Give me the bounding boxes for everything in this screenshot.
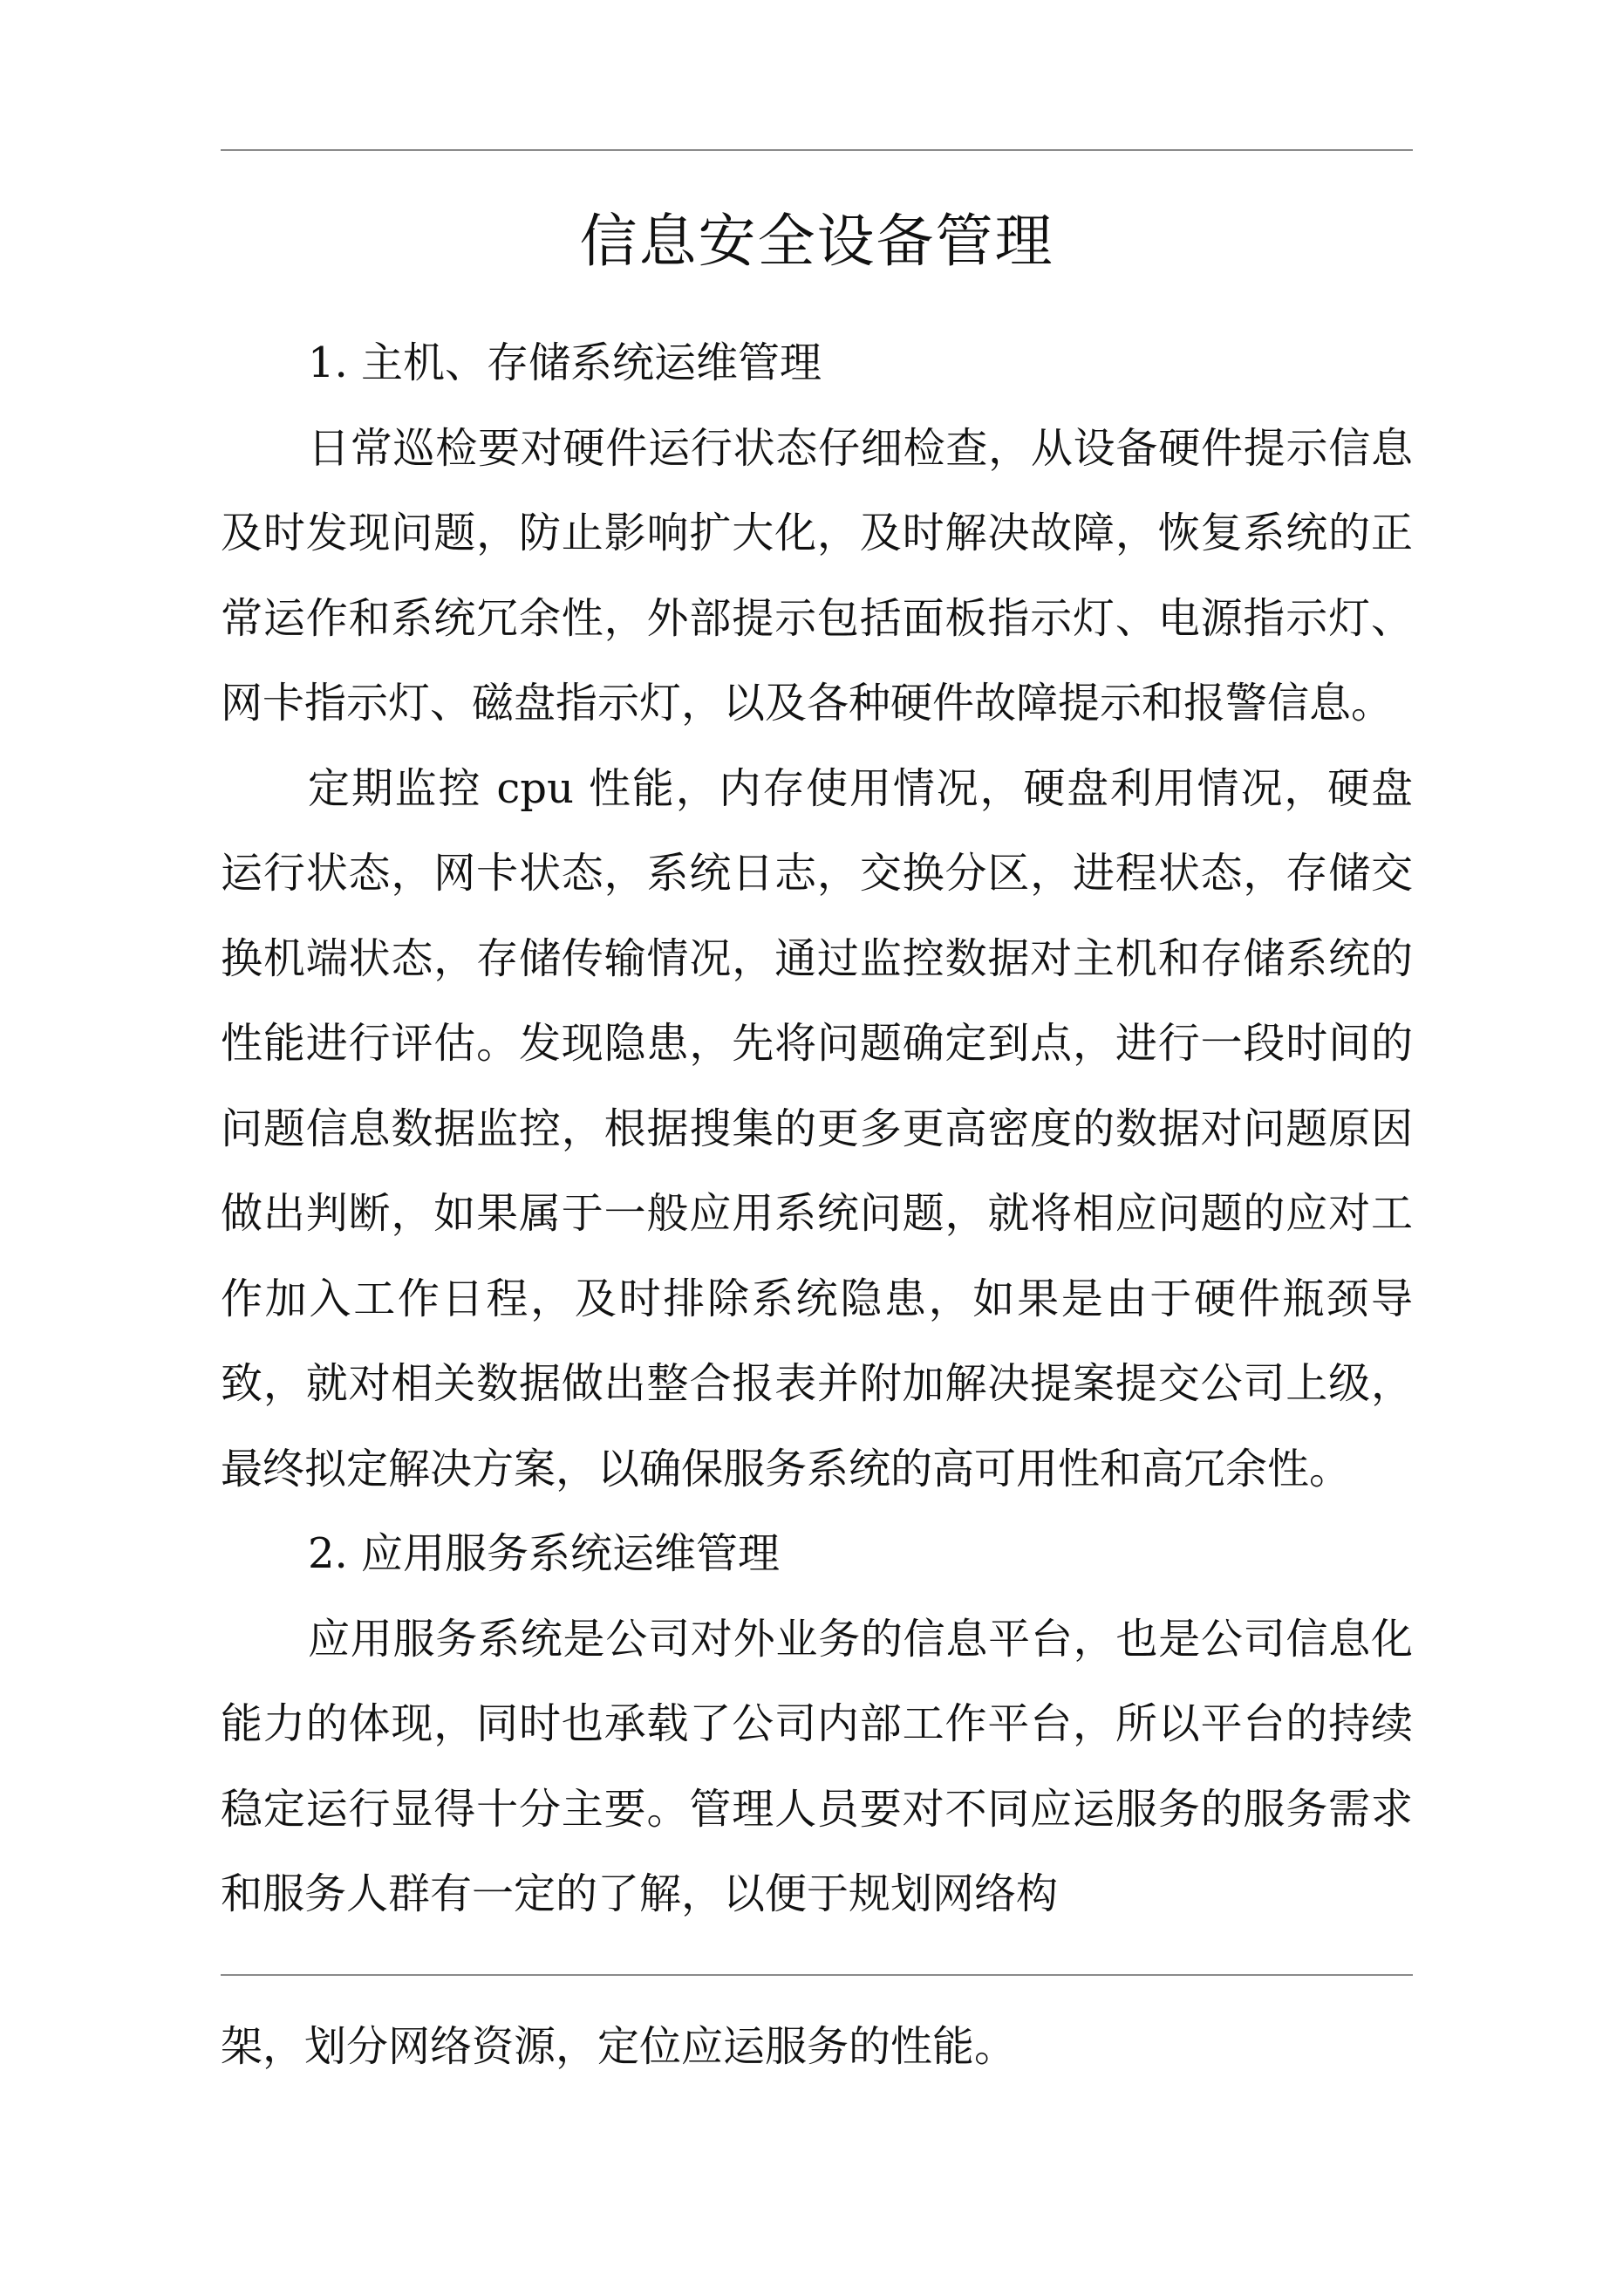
page-title: 信息安全设备管理 [579, 208, 1054, 275]
continuation-block [221, 2005, 1413, 2090]
document-body [221, 321, 1413, 1937]
section-heading-2: 2. 应用服务系统运维管理 [308, 1529, 781, 1578]
paragraph-monitoring: 定期监控 cpu 性能，内存使用情况，硬盘利用情况，硬盘运行状态，网卡状态，系统日志，交换分区，进程状态，存储交换机端状态，存储传输情况，通过监控数据对主机和存储系统的性能进行评估。发现隐患，先将问题确定到点，进行一段时间的问题信息数据监控，根据搜集的更多更高密度的数据对问题原因做出判断，如果属于一般应用系统问题，就将相应问题的应对工作加入工作日程，及时排除系统隐患，如果是由于硬件瓶颈导致，就对相关数据做出整合报表并附加解决提案提交公司上级，最终拟定解决方案，以确保服务系统的高可用性和高冗余性。 [221, 763, 1413, 1493]
page-break-divider [221, 1974, 1413, 1976]
paragraph-app-services: 应用服务系统是公司对外业务的信息平台，也是公司信息化能力的体现，同时也承载了公司内部工作平台，所以平台的持续稳定运行显得十分主要。管理人员要对不同应运服务的服务需求和服务人群有一定的了解，以便于规划网络构 [221, 1614, 1413, 1918]
paragraph-continuation: 架，划分网络资源，定位应运服务的性能。 [221, 2022, 1017, 2071]
paragraph-inspection: 日常巡检要对硬件运行状态仔细检查，从设备硬件提示信息及时发现问题，防止影响扩大化，及时解决故障，恢复系统的正常运作和系统冗余性，外部提示包括面板指示灯、电源指示灯、网卡指示灯、磁盘指示灯，以及各种硬件故障提示和报警信息。 [221, 423, 1413, 728]
top-divider [221, 149, 1413, 151]
section-heading-1: 1. 主机、存储系统运维管理 [308, 338, 822, 387]
